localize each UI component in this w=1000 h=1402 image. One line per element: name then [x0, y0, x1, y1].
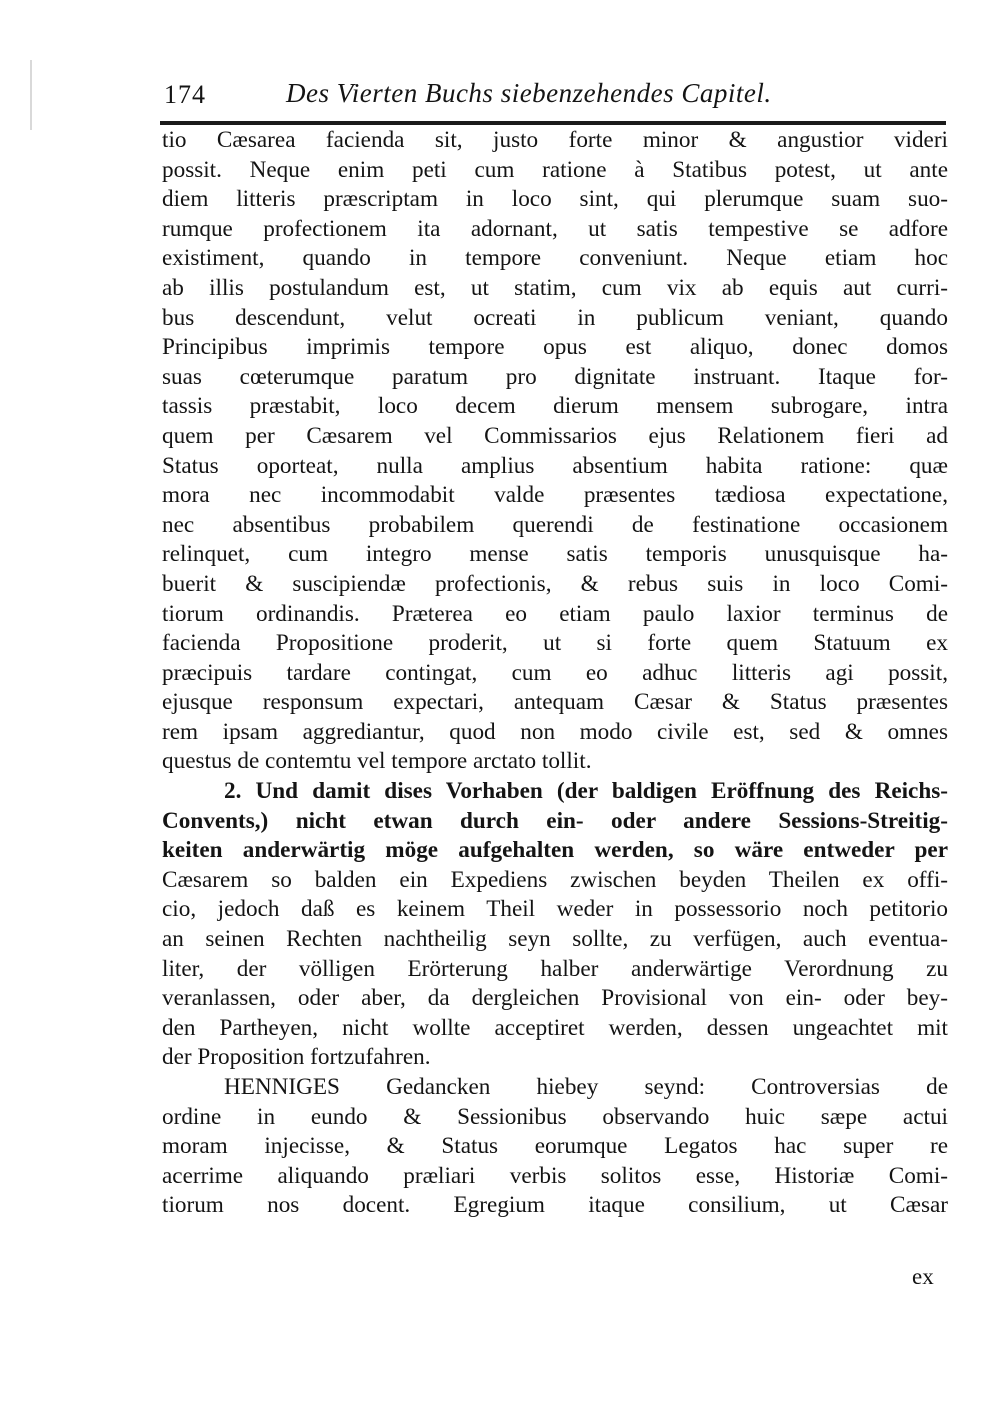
header-rule — [160, 121, 946, 125]
text-line: Principibus imprimis tempore opus est aliquo, donec domos — [162, 334, 948, 361]
text-line: cio, jedoch daß es keinem Theil weder in possessorio noch petitorio — [162, 896, 948, 923]
text-line: tiorum nos docent. Egregium itaque consilium, ut Cæsar — [162, 1192, 948, 1219]
text-line: Cæsarem so balden ein Expediens zwischen beyden Theilen ex offi- — [162, 866, 948, 893]
text-line: keiten anderwärtig möge aufgehalten werden, so wäre entweder per — [162, 837, 948, 864]
text-line: der Proposition fortzufahren. — [162, 1044, 431, 1071]
text-line: præcipuis tardare contingat, cum eo adhuc litteris agi possit, — [162, 659, 948, 686]
text-line: possit. Neque enim peti cum ratione à Statibus potest, ut ante — [162, 156, 948, 183]
body-text — [162, 126, 948, 1221]
page-number: 174 — [164, 80, 206, 109]
text-line: diem litteris præscriptam in loco sint, qui plerumque suam suo- — [162, 186, 948, 213]
text-line: den Partheyen, nicht wollte acceptiret werden, dessen ungeachtet mit — [162, 1014, 948, 1041]
running-head: Des Vierten Buchs siebenzehendes Capitel. — [286, 78, 772, 108]
text-line: moram injecisse, & Status eorumque Legatos hac super re — [162, 1133, 948, 1160]
catchword: ex — [912, 1264, 934, 1289]
text-line: ejusque responsum expectari, antequam Cæsar & Status præsentes — [162, 689, 948, 716]
page-edge-mark — [30, 60, 32, 130]
text-line: nec absentibus probabilem querendi de festinatione occasionem — [162, 511, 948, 538]
text-line: existiment, quando in tempore conveniunt. Neque etiam hoc — [162, 245, 948, 272]
text-line: quem per Cæsarem vel Commissarios ejus Relationem fieri ad — [162, 422, 948, 449]
page-header — [158, 76, 948, 116]
text-line: liter, der völligen Erörterung halber anderwärtige Verordnung zu — [162, 955, 948, 982]
text-line: an seinen Rechten nachtheilig seyn sollte, zu verfügen, auch eventua- — [162, 926, 948, 953]
text-line: questus de contemtu vel tempore arctato tollit. — [162, 748, 592, 775]
text-line: 2. Und damit dises Vorhaben (der baldigen Eröffnung des Reichs- — [224, 778, 948, 805]
text-line: buerit & suscipiendæ profectionis, & rebus suis in loco Comi- — [162, 570, 948, 597]
text-line: ordine in eundo & Sessionibus observando huic sæpe actui — [162, 1103, 948, 1130]
text-line: relinquet, cum integro mense satis temporis unusquisque ha- — [162, 541, 948, 568]
text-line: acerrime aliquando præliari verbis solitos esse, Historiæ Comi- — [162, 1162, 948, 1189]
text-line: rumque profectionem ita adornant, ut satis tempestive se adfore — [162, 215, 948, 242]
text-line: suas cœterumque paratum pro dignitate instruant. Itaque for- — [162, 363, 948, 390]
text-line: tassis præstabit, loco decem dierum mensem subrogare, intra — [162, 393, 948, 420]
text-line: veranlassen, oder aber, da dergleichen Provisional von ein- oder bey- — [162, 985, 948, 1012]
text-line: Status oporteat, nulla amplius absentium habita ratione: quæ — [162, 452, 948, 479]
text-line: mora nec incommodabit valde præsentes tædiosa expectatione, — [162, 482, 948, 509]
text-line: bus descendunt, velut ocreati in publicum veniant, quando — [162, 304, 948, 331]
text-line: tio Cæsarea facienda sit, justo forte minor & angustior videri — [162, 127, 948, 153]
text-line: HENNIGES Gedancken hiebey seynd: Controversias de — [224, 1074, 948, 1100]
text-line: facienda Propositione proderit, ut si forte quem Statuum ex — [162, 630, 948, 657]
text-line: Convents,) nicht etwan durch ein- oder andere Sessions-Streitig- — [162, 807, 948, 834]
text-line: ab illis postulandum est, ut statim, cum vix ab equis aut curri- — [162, 274, 948, 301]
text-line: tiorum ordinandis. Præterea eo etiam paulo laxior terminus de — [162, 600, 948, 627]
text-line: rem ipsam aggrediantur, quod non modo civile est, sed & omnes — [162, 718, 948, 745]
